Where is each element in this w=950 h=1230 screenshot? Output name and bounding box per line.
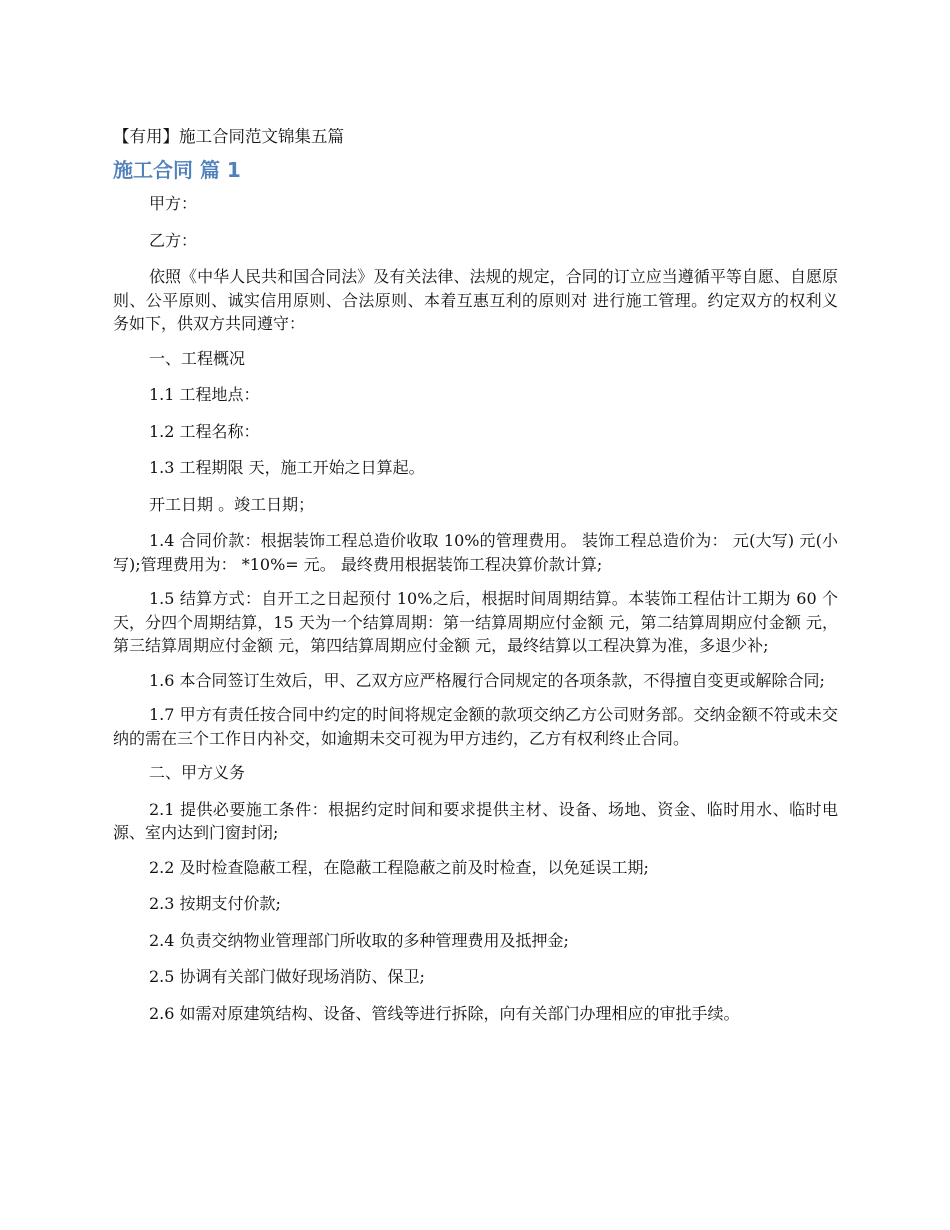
clause-1-3: 1.3 工程期限 天，施工开始之日算起。 <box>149 458 425 477</box>
section-project-overview: 一、工程概况 <box>149 348 246 368</box>
clause-1-6: 1.6 本合同签订生效后，甲、乙双方应严格履行合同规定的各项条款，不得擅自变更或解除合同; <box>149 670 825 690</box>
clause-2-4: 2.4 负责交纳物业管理部门所收取的多种管理费用及抵押金; <box>149 930 569 950</box>
section-party-a-obligations: 二、甲方义务 <box>149 763 246 782</box>
clause-1-5: 1.5 结算方式：自开工之日起预付 10%之后，根据时间周期结算。本装饰工程估计工期为 60 个天，分四个周期结算，15 天为一个结算周期：第一结算周期应付金额 元，第二结算周期应付金额 元，第三结算周期应付金额 元，第四结算周期应付金额 元，最终结算以工程决算为准，多退少补; <box>113 589 838 655</box>
clause-2-1: 2.1 提供必要施工条件：根据约定时间和要求提供主材、设备、场地、资金、临时用水、临时电源、室内达到门窗封闭; <box>113 799 838 842</box>
clause-2-3: 2.3 按期支付价款; <box>149 894 281 913</box>
start-end-dates: 开工日期 。竣工日期； <box>149 494 315 514</box>
party-a-line: 甲方： <box>149 194 198 213</box>
clause-1-4: 1.4 合同价款：根据装饰工程总造价收取 10%的管理费用。 装饰工程总造价为： 元(大写) 元(小写);管理费用为： *10%= 元。 最终费用根据装饰工程决算价款计算; <box>113 531 838 574</box>
clause-2-2: 2.2 及时检查隐蔽工程，在隐蔽工程隐蔽之前及时检查，以免延误工期; <box>149 857 649 877</box>
section-heading: 施工合同 篇 1 <box>113 158 241 182</box>
document-title: 【有用】施工合同范文锦集五篇 <box>113 127 344 146</box>
clause-2-5: 2.5 协调有关部门做好现场消防、保卫; <box>149 967 425 986</box>
clause-1-1: 1.1 工程地点： <box>149 385 260 404</box>
party-b-line: 乙方： <box>149 230 198 250</box>
clause-1-2: 1.2 工程名称： <box>149 421 260 441</box>
clause-2-6: 2.6 如需对原建筑结构、设备、管线等进行拆除，向有关部门办理相应的审批手续。 <box>149 1003 740 1023</box>
clause-1-7: 1.7 甲方有责任按合同中约定的时间将规定金额的款项交纳乙方公司财务部。交纳金额不符或未交纳的需在三个工作日内补交，如逾期未交可视为甲方违约，乙方有权利终止合同。 <box>113 705 838 748</box>
preamble-paragraph: 依照《中华人民共和国合同法》及有关法律、法规的规定，合同的订立应当遵循平等自愿、自愿原则、公平原则、诚实信用原则、合法原则、本着互惠互利的原则对 进行施工管理。约定双方的权利义务如下，供双方共同遵守： <box>113 267 838 333</box>
